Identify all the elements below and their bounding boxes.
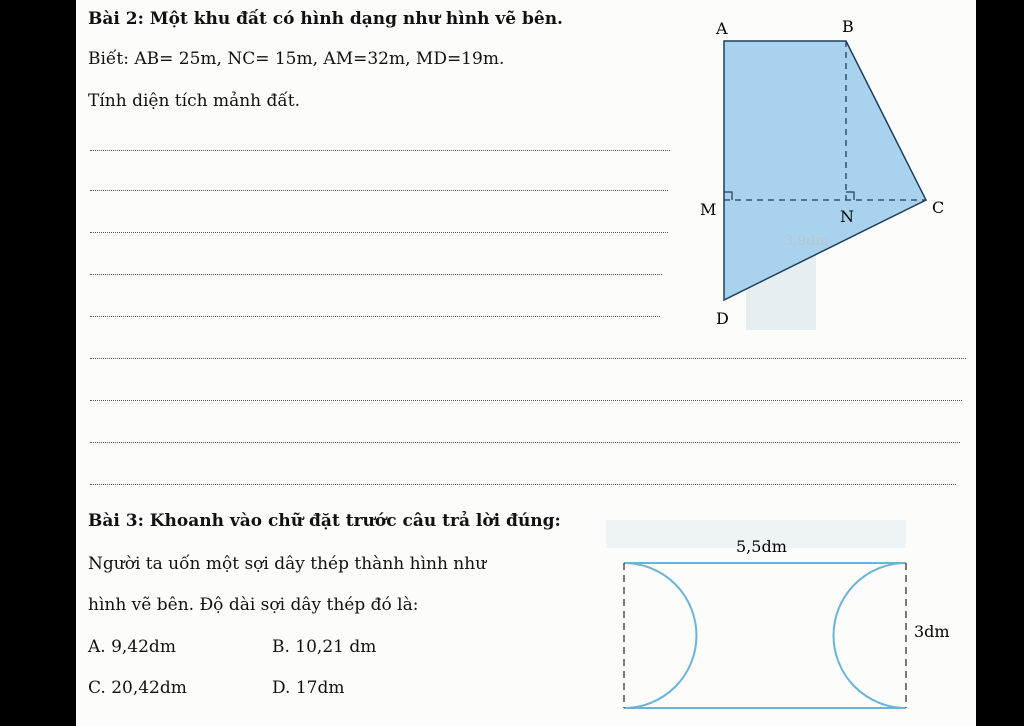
- label-b: B: [842, 17, 854, 36]
- bai2-land-figure: [686, 10, 976, 340]
- right-semicircle: [834, 563, 906, 708]
- height-label: 3dm: [914, 622, 950, 641]
- label-c: C: [932, 198, 945, 217]
- width-label: 5,5dm: [736, 537, 787, 556]
- answer-line[interactable]: [90, 358, 966, 359]
- label-d: D: [716, 309, 729, 328]
- option-b[interactable]: B. 10,21 dm: [272, 637, 377, 657]
- option-a[interactable]: A. 9,42dm: [88, 637, 176, 657]
- answer-line[interactable]: [90, 190, 668, 191]
- answer-line[interactable]: [90, 442, 960, 443]
- left-semicircle: [624, 563, 696, 708]
- label-n: N: [840, 207, 854, 226]
- answer-line[interactable]: [90, 400, 962, 401]
- option-d[interactable]: D. 17dm: [272, 678, 345, 698]
- bai2-given: Biết: AB= 25m, NC= 15m, AM=32m, MD=19m.: [88, 49, 505, 69]
- bai2-title: Bài 2: Một khu đất có hình dạng như hình vẽ bên.: [88, 9, 563, 29]
- bai3-title: Bài 3: Khoanh vào chữ đặt trước câu trả lời đúng:: [88, 511, 561, 531]
- bai3-question-line2: hình vẽ bên. Độ dài sợi dây thép đó là:: [88, 595, 419, 615]
- answer-line[interactable]: [90, 274, 662, 275]
- label-m: M: [700, 200, 717, 219]
- worksheet-page: [76, 0, 976, 726]
- answer-line[interactable]: [90, 150, 670, 151]
- land-polygon: [724, 41, 926, 300]
- answer-line[interactable]: [90, 232, 668, 233]
- answer-line[interactable]: [90, 316, 660, 317]
- option-c[interactable]: C. 20,42dm: [88, 678, 187, 698]
- bai3-wire-figure: [606, 515, 976, 726]
- answer-line[interactable]: [90, 484, 956, 485]
- bai3-question-line1: Người ta uốn một sợi dây thép thành hình như: [88, 554, 487, 574]
- bai2-question: Tính diện tích mảnh đất.: [88, 91, 301, 111]
- faded-text: 3,9dm: [784, 233, 829, 249]
- label-a: A: [716, 19, 728, 38]
